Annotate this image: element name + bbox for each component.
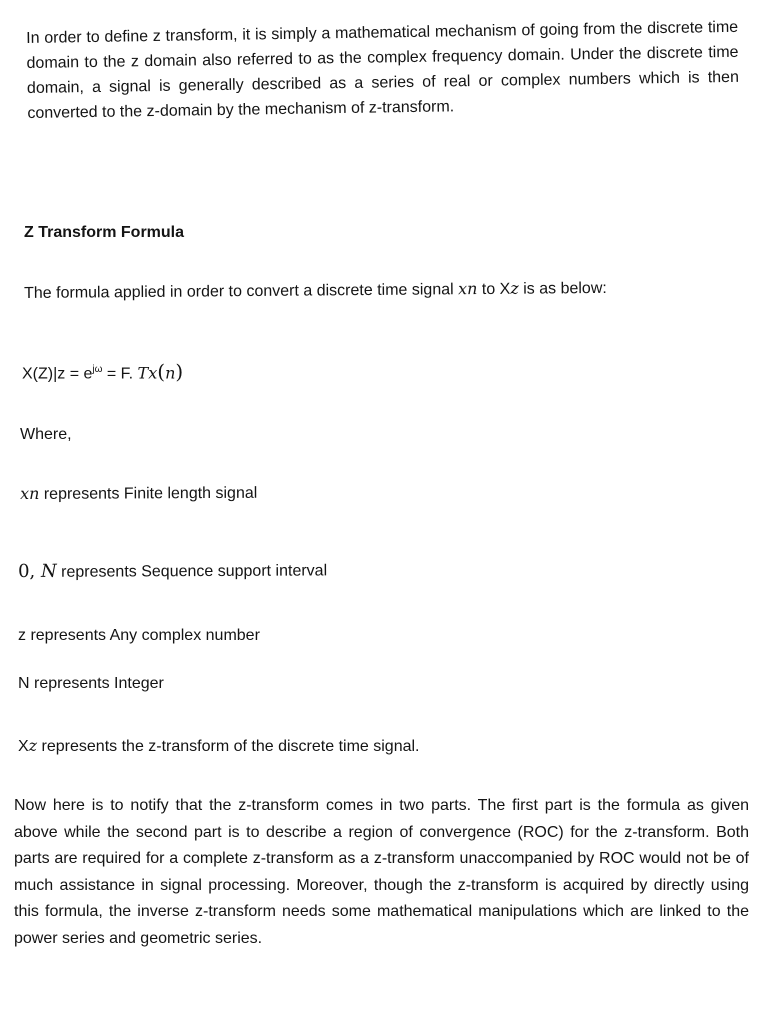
formula <box>22 358 183 386</box>
formula-intro-middle: to X <box>477 280 511 299</box>
symbol-xn: xn <box>457 279 478 299</box>
definition-interval-zero: 0, <box>18 560 42 582</box>
where-label: Where, <box>20 426 72 443</box>
definition-xz <box>18 735 420 758</box>
formula-tx: Tx <box>137 363 158 383</box>
closing-paragraph: Now here is to notify that the z-transform comes in two parts. The first part is the formula as given above while the second part is to describe a region of convergence (ROC) for the z-transform. Both parts are required for a complete z-transform as a z-transform unaccompanied by ROC would not be of much assistance in signal processing. Moreover, though the z-transform is acquired by directly using this formula, the inverse z-transform needs some mathematical manipulations which are linked to the power series and geometric series. <box>14 797 749 947</box>
definition-interval-n: N <box>40 560 57 582</box>
definition-xn-text: represents Finite length signal <box>39 484 258 503</box>
formula-paren-open: ( <box>157 359 166 384</box>
definition-z <box>18 625 260 647</box>
formula-intro-suffix: is as below: <box>518 279 607 298</box>
formula-middle: = F. <box>102 365 138 383</box>
definition-z-text: represents Any complex number <box>26 627 260 644</box>
formula-intro-line <box>24 277 607 305</box>
definition-xz-x: X <box>18 738 29 755</box>
formula-left: X(Z)|z = e <box>22 365 93 383</box>
formula-intro-prefix: The formula applied in order to convert a discrete time signal <box>24 281 459 302</box>
definition-z-symbol: z <box>18 627 26 644</box>
definition-xn-symbol: xn <box>20 483 40 503</box>
definition-xn <box>20 482 257 506</box>
symbol-z: z <box>510 278 519 298</box>
definition-xz-text: represents the z-transform of the discrete time signal. <box>37 738 420 755</box>
formula-paren-close: ) <box>175 359 184 384</box>
formula-exponent: jω <box>92 364 103 375</box>
definition-interval <box>18 559 327 584</box>
definition-integer-symbol: N <box>18 675 30 692</box>
definition-interval-text: represents Sequence support interval <box>56 562 328 581</box>
definition-integer-text: represents Integer <box>29 675 164 692</box>
definition-integer <box>18 673 164 695</box>
formula-n: n <box>165 363 176 383</box>
definition-xz-z: z <box>28 736 38 755</box>
section-heading: Z Transform Formula <box>24 224 185 241</box>
intro-paragraph: In order to define z transform, it is simply a mathematical mechanism of going from the discrete time domain to the z domain also referred to as the complex frequency domain. Under the discrete time domain, a signal is generally described as a series of real or complex numbers which is then converted to the z-domain by the mechanism of z-transform. <box>26 18 740 122</box>
